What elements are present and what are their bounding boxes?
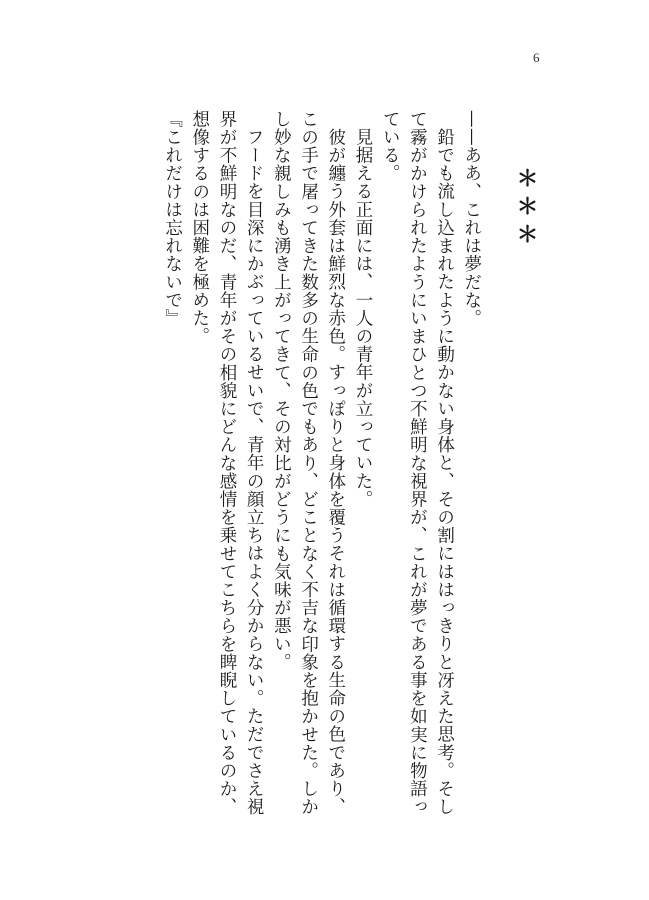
scene-gap [485, 110, 512, 830]
page-number: 6 [533, 50, 540, 65]
paragraph-5: フードを目深にかぶっているせいで、青年の顔立ちはよく分からない。ただでさえ視界が不鮮明なのだ、青年がその相貌にどんな感情を乗せてこちらを睥睨しているのか、想像するのは困難を極めた。 [189, 110, 265, 816]
paragraph-1: ——ああ、これは夢だな。 [461, 110, 482, 328]
paragraph-4: 彼が纏う外套は鮮烈な赤色。すっぽりと身体を覆うそれは循環する生命の色であり、この手で屠ってきた数多の生命の色でもあり、どことなく不吉な印象を抱かせた。しかし妙な親しみも湧き上がってきて、その対比がどうにも気味が悪い。 [271, 110, 346, 816]
paragraph-6: 『これだけは忘れないで』 [162, 110, 183, 328]
paragraph-3: 見据える正面には、一人の青年が立っていた。 [352, 127, 373, 508]
paragraph-2: 鉛でも流し込まれたように動かない身体と、その割にははっきりと冴えた思考。そして霧がかけられたようにいまひとつ不鮮明な視界が、これが夢である事を如実に物語っている。 [380, 110, 455, 816]
vertical-body-text [158, 110, 539, 830]
scene-separator: ＊＊＊ [513, 167, 539, 252]
